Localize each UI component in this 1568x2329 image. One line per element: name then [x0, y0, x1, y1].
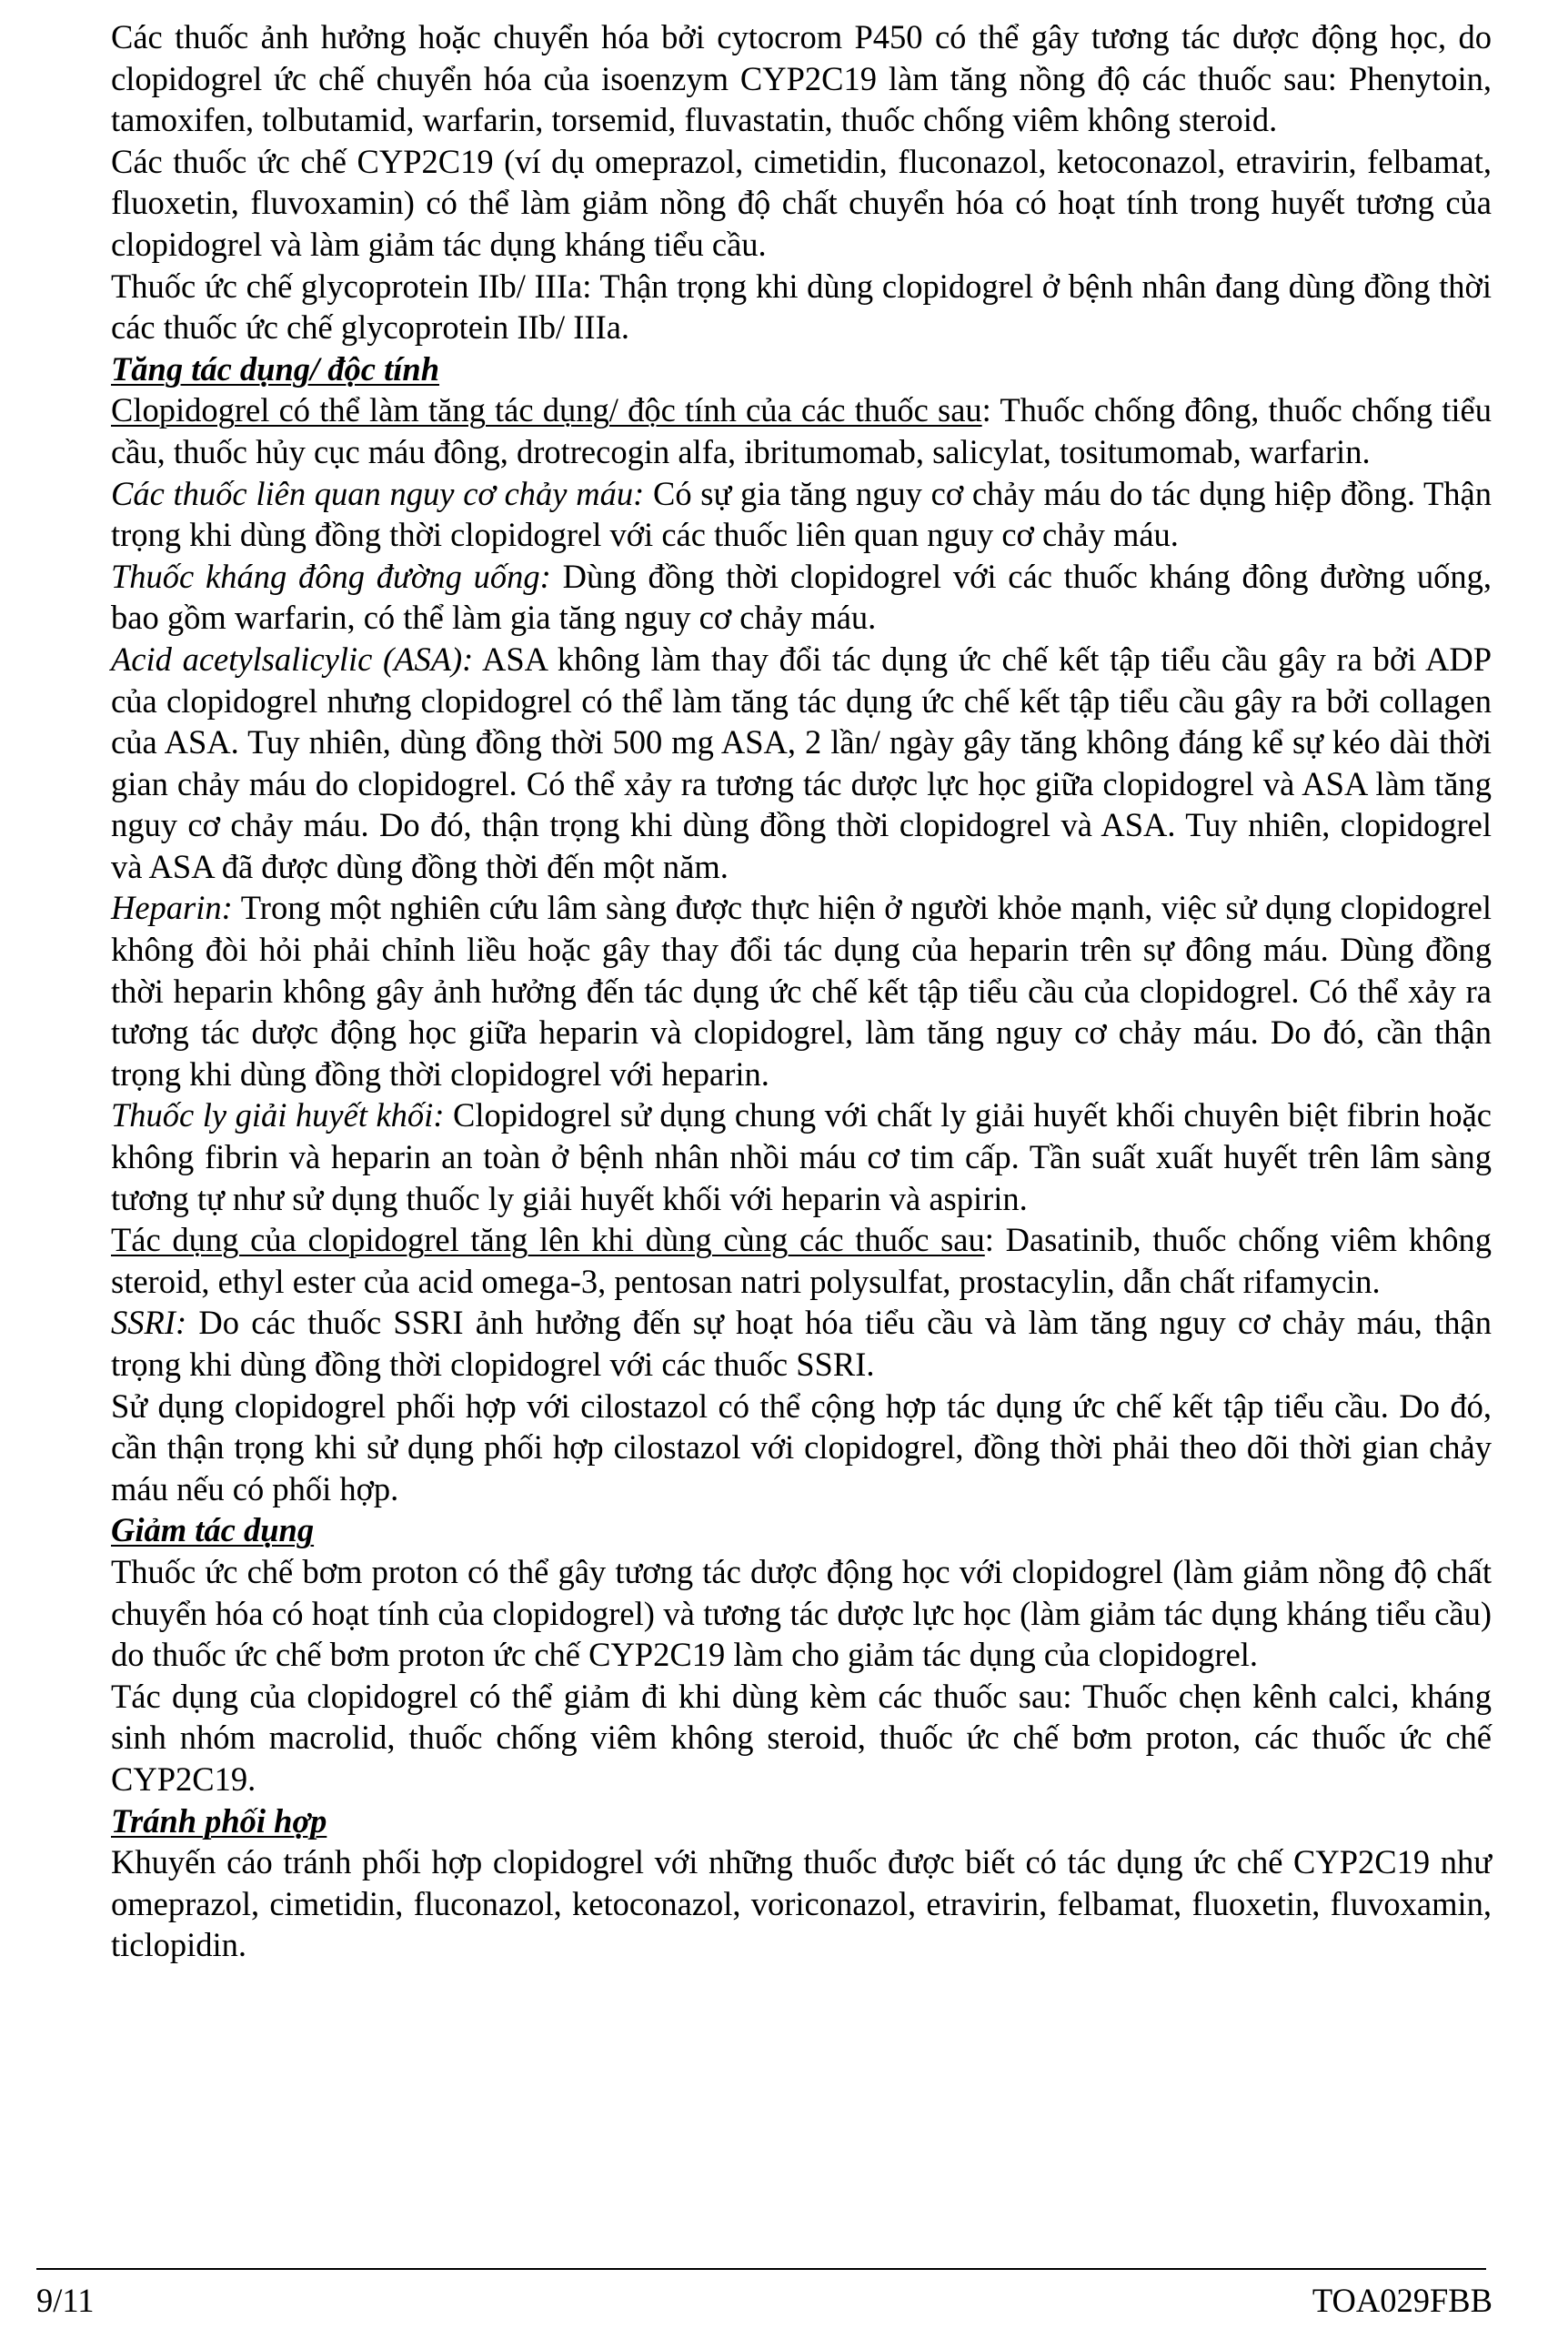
paragraph-cytochrome-p450: Các thuốc ảnh hưởng hoặc chuyển hóa bởi cytocrom P450 có thể gây tương tác dược động học, do clopidogrel ức chế chuyển hóa của isoenzym CYP2C19 làm tăng nồng độ các thuốc sau: Phenytoin, tamoxifen, tolbutamid, warfarin, torsemid, fluvastatin, thuốc chống viêm không steroid. — [111, 18, 1492, 139]
paragraph-increase-toxicity — [111, 389, 1492, 472]
paragraph-text: Trong một nghiên cứu lâm sàng được thực hiện ở người khỏe mạnh, việc sử dụng clopidogrel không đòi hỏi phải chỉnh liều hoặc gây thay đổi tác dụng của heparin trên sự đông máu. Dùng đồng thời heparin không gây ảnh hưởng đến tác dụng ức chế kết tập tiểu cầu của clopidogrel. Có thể xảy ra tương tác dược động học giữa heparin và clopidogrel, làm tăng nguy cơ chảy máu. Do đó, cần thận trọng khi dùng đồng thời clopidogrel với heparin. — [111, 889, 1492, 1093]
paragraph-cyp2c19-inhibitors: Các thuốc ức chế CYP2C19 (ví dụ omeprazol, cimetidin, fluconazol, ketoconazol, etravirin, felbamat, fluoxetin, fluvoxamin) có thể làm giảm nồng độ chất chuyển hóa có hoạt tính trong huyết tương của clopidogrel và làm giảm tác dụng kháng tiểu cầu. — [111, 142, 1492, 263]
paragraph-text: Có sự gia tăng nguy cơ chảy máu do tác dụng hiệp đồng. Thận trọng khi dùng đồng thời clopidogrel với các thuốc liên quan nguy cơ chảy máu. — [111, 474, 1492, 554]
underlined-lead: Clopidogrel có thể làm tăng tác dụng/ độc tính của các thuốc sau — [111, 391, 982, 429]
italic-lead: Acid acetylsalicylic (ASA): — [111, 640, 474, 678]
italic-lead: Heparin: — [111, 889, 233, 927]
paragraph-proton-pump-inhibitors: Thuốc ức chế bơm proton có thể gây tương tác dược động học với clopidogrel (làm giảm nồng độ chất chuyển hóa có hoạt tính của clopidogrel) và tương tác dược lực học (làm giảm tác dụng kháng tiểu cầu) do thuốc ức chế bơm proton ức chế CYP2C19 làm cho giảm tác dụng của clopidogrel. — [111, 1552, 1492, 1674]
paragraph-thrombolytics — [111, 1094, 1492, 1219]
italic-lead: Thuốc kháng đông đường uống: — [111, 557, 551, 595]
paragraph-text: : Dasatinib, thuốc chống viêm không steroid, ethyl ester của acid omega-3, pentosan natri polysulfat, prostacylin, dẫn chất rifamycin. — [111, 1221, 1492, 1300]
italic-lead: Thuốc ly giải huyết khối: — [111, 1096, 445, 1134]
paragraph-glycoprotein-inhibitors: Thuốc ức chế glycoprotein IIb/ IIIa: Thận trọng khi dùng clopidogrel ở bệnh nhân đang dùng đồng thời các thuốc ức chế glycoprotein IIb/ IIIa. — [111, 267, 1492, 347]
paragraph-asa — [111, 639, 1492, 888]
paragraph-increased-by-drugs — [111, 1219, 1492, 1302]
paragraph-oral-anticoagulants — [111, 556, 1492, 639]
document-code: TOA029FBB — [1312, 2282, 1493, 2319]
paragraph-avoid-combination: Khuyến cáo tránh phối hợp clopidogrel với những thuốc được biết có tác dụng ức chế CYP2C19 như omeprazol, cimetidin, fluconazol, ketoconazol, voriconazol, etravirin, felbamat, fluoxetin, fluvoxamin, ticlopidin. — [111, 1843, 1492, 1964]
paragraph-text: : Thuốc chống đông, thuốc chống tiểu cầu, thuốc hủy cục máu đông, drotrecogin alfa, ibritumomab, salicylat, tositumomab, warfarin. — [111, 391, 1493, 470]
italic-lead: SSRI: — [111, 1304, 187, 1342]
footer-divider — [36, 2268, 1486, 2270]
heading-increase-effect: Tăng tác dụng/ độc tính — [111, 349, 440, 388]
paragraph-bleeding-risk-drugs — [111, 473, 1492, 556]
paragraph-cilostazol: Sử dụng clopidogrel phối hợp với cilostazol có thể cộng hợp tác dụng ức chế kết tập tiểu cầu. Do đó, cần thận trọng khi sử dụng phối hợp cilostazol với clopidogrel, đồng thời phải theo dõi thời gian chảy máu nếu có phối hợp. — [111, 1386, 1492, 1507]
paragraph-text: Dùng đồng thời clopidogrel với các thuốc kháng đông đường uống, bao gồm warfarin, có thể làm gia tăng nguy cơ chảy máu. — [111, 557, 1492, 637]
paragraph-decreased-by-drugs: Tác dụng của clopidogrel có thể giảm đi khi dùng kèm các thuốc sau: Thuốc chẹn kênh calci, kháng sinh nhóm macrolid, thuốc chống viêm không steroid, thuốc ức chế bơm proton, các thuốc ức chế CYP2C19. — [111, 1677, 1492, 1798]
heading-decrease-effect: Giảm tác dụng — [111, 1511, 315, 1549]
paragraph-text: Do các thuốc SSRI ảnh hưởng đến sự hoạt hóa tiểu cầu và làm tăng nguy cơ chảy máu, thận trọng khi dùng đồng thời clopidogrel với các thuốc SSRI. — [111, 1304, 1492, 1383]
paragraph-ssri — [111, 1302, 1492, 1385]
document-body — [111, 16, 1492, 1966]
page-number: 9/11 — [36, 2282, 95, 2319]
paragraph-text: Clopidogrel sử dụng chung với chất ly giải huyết khối chuyên biệt fibrin hoặc không fibrin và heparin an toàn ở bệnh nhân nhồi máu cơ tim cấp. Tần suất xuất huyết trên lâm sàng tương tự như sử dụng thuốc ly giải huyết khối với heparin và aspirin. — [111, 1096, 1492, 1217]
underlined-lead: Tác dụng của clopidogrel tăng lên khi dùng cùng các thuốc sau — [111, 1221, 985, 1259]
paragraph-text: ASA không làm thay đổi tác dụng ức chế kết tập tiểu cầu gây ra bởi ADP của clopidogrel nhưng clopidogrel có thể làm tăng tác dụng ức chế kết tập tiểu cầu gây ra bởi collagen của ASA. Tuy nhiên, dùng đồng thời 500 mg ASA, 2 lần/ ngày gây tăng không đáng kể sự kéo dài thời gian chảy máu do clopidogrel. Có thể xảy ra tương tác dược lực học giữa clopidogrel và ASA làm tăng nguy cơ chảy máu. Do đó, thận trọng khi dùng đồng thời clopidogrel và ASA. Tuy nhiên, clopidogrel và ASA đã được dùng đồng thời đến một năm. — [111, 640, 1492, 885]
italic-lead: Các thuốc liên quan nguy cơ chảy máu: — [111, 474, 645, 512]
paragraph-heparin — [111, 887, 1492, 1094]
heading-avoid-combination: Tránh phối hợp — [111, 1801, 327, 1840]
